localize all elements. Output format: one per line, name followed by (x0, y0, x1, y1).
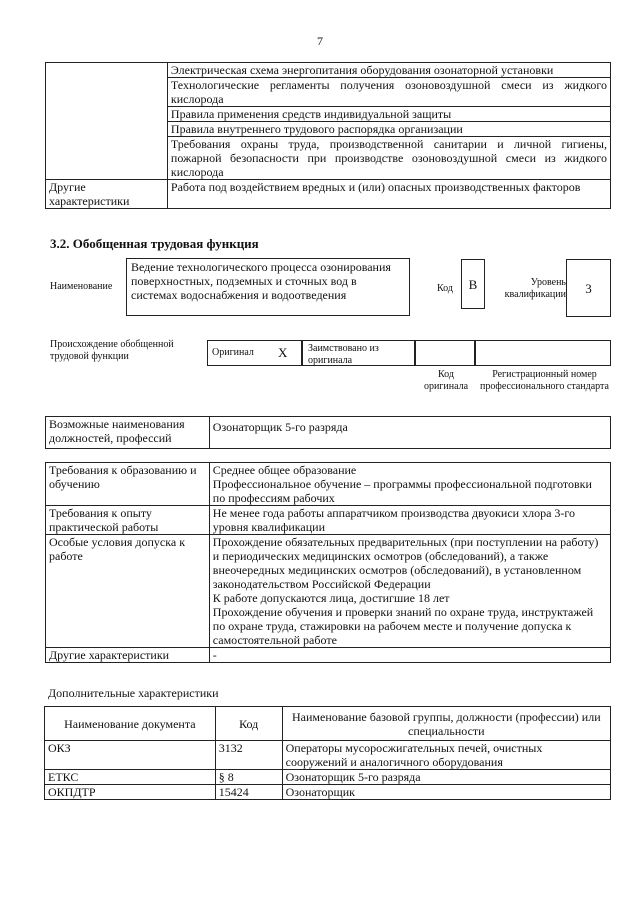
top-row: Правила применения средств индивидуальной защиты (167, 107, 610, 122)
reg-number-cell (475, 340, 611, 366)
header-cell: Код (215, 707, 282, 741)
other-value: Работа под воздействием вредных и (или) опасных производственных факторов (167, 180, 610, 209)
positions-label: Возможные наименования должностей, профессий (46, 417, 210, 449)
req-value: Не менее года работы аппаратчиком производства двуокиси хлора 3-го уровня квалификации (209, 506, 610, 535)
borrowed-label: Заимствовано из оригинала (302, 340, 415, 366)
level-value: 3 (566, 259, 611, 317)
code-original-caption: Код оригинала (423, 369, 469, 392)
requirements-table (45, 462, 611, 663)
empty-label-cell (46, 63, 168, 180)
level-label: Уровень квалификации (504, 277, 566, 300)
top-row: Требования охраны труда, производственной санитарии и личной гигиены, пожарной безопасности при производстве озоновоздушной смеси из жидкого кислорода (167, 137, 610, 180)
req-label: Требования к образованию и обучению (46, 463, 210, 506)
table-cell: Озонаторщик 5-го разряда (282, 770, 610, 785)
req-value: Прохождение обязательных предварительных (при поступлении на работу) и периодических медицинских осмотров (обследований), а также внеочередных медицинских осмотров (обследований), в установленном законодательством Российской Федерации К работе допускаются лица, достигшие 18 лет Прохождение обучения и проверки знаний по охране труда, инструктажей по охране труда, стажировки на рабочем месте и получение допуска к самостоятельной работе (209, 535, 610, 648)
code-value: B (461, 259, 485, 309)
req-value: Среднее общее образование Профессиональное обучение – программы профессиональной подготовки по профессиям рабочих (209, 463, 610, 506)
header-cell: Наименование базовой группы, должности (профессии) или специальности (282, 707, 610, 741)
table-cell: ОКЗ (45, 741, 216, 770)
original-mark: X (278, 345, 288, 360)
header-cell: Наименование документа (45, 707, 216, 741)
section-title: 3.2. Обобщенная трудовая функция (50, 236, 259, 251)
req-label: Особые условия допуска к работе (46, 535, 210, 648)
table-cell: § 8 (215, 770, 282, 785)
additional-title: Дополнительные характеристики (48, 686, 219, 700)
reg-number-caption: Регистрационный номер профессионального стандарта (480, 369, 609, 392)
code-label: Код (437, 283, 453, 294)
additional-table (44, 706, 611, 800)
positions-value: Озонаторщик 5-го разряда (209, 417, 610, 449)
top-row: Правила внутреннего трудового распорядка организации (167, 122, 610, 137)
table-cell: 3132 (215, 741, 282, 770)
page-number: 7 (317, 34, 323, 48)
table-cell: Озонаторщик (282, 785, 610, 800)
top-row: Электрическая схема энергопитания оборудования озонаторной установки (167, 63, 610, 78)
req-label: Требования к опыту практической работы (46, 506, 210, 535)
code-original-cell (415, 340, 475, 366)
req-label: Другие характеристики (46, 648, 210, 663)
name-label: Наименование (50, 281, 113, 292)
top-table (45, 62, 611, 209)
origin-label: Происхождение обобщенной трудовой функции (50, 339, 174, 362)
table-cell: 15424 (215, 785, 282, 800)
original-cell (207, 340, 302, 366)
function-name: Ведение технологического процесса озонирования поверхностных, подземных и сточных вод в системах водоснабжения и водоотведения (126, 258, 410, 316)
table-cell: ЕТКС (45, 770, 216, 785)
table-cell: ОКПДТР (45, 785, 216, 800)
positions-table (45, 416, 611, 449)
top-row: Технологические регламенты получения озоновоздушной смеси из жидкого кислорода (167, 78, 610, 107)
req-value: - (209, 648, 610, 663)
table-cell: Операторы мусоросжигательных печей, очистных сооружений и аналогичного оборудования (282, 741, 610, 770)
other-label: Другие характеристики (46, 180, 168, 209)
original-label: Оригинал (212, 347, 254, 358)
